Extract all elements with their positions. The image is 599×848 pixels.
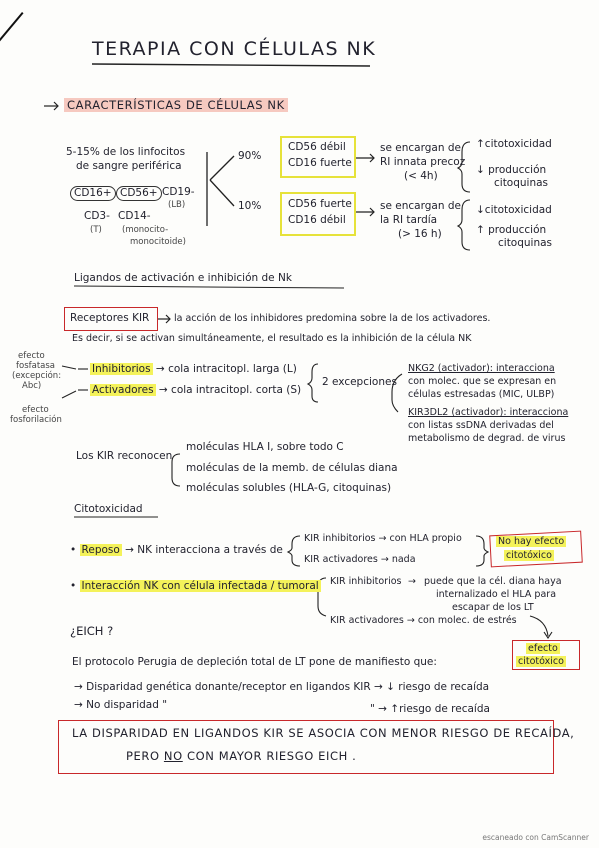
- rest-kir-inhibitory: KIR inhibitorios → con HLA propio: [304, 533, 462, 544]
- down-cytotoxicity: ↓citotoxicidad: [476, 204, 552, 216]
- rest-label: Reposo: [81, 544, 120, 556]
- effect-line2-wrap: [516, 655, 566, 668]
- kir-inhibition-text: Es decir, si se activan simultáneamente, el resultado es la inhibición de la célula NK: [72, 333, 472, 344]
- nkg2-line1: NKG2 (activador): interacciona: [408, 363, 555, 374]
- lb-note: (LB): [168, 200, 186, 210]
- monocyte-note-2: monocitoide): [130, 237, 186, 247]
- cd3-marker: CD3-: [84, 210, 110, 222]
- phosphatase-note-3: (excepción:: [12, 371, 62, 381]
- inhibitory-label: Inhibitorios: [92, 363, 151, 375]
- conclusion-line2: [126, 750, 356, 763]
- nkg2-line2: con molec. que se expresan en: [408, 376, 557, 387]
- bullet-no-disparity-text: No disparidad ": [86, 699, 168, 711]
- section-heading-cytotoxicity: Citotoxicidad: [74, 503, 143, 515]
- rest-row: • Reposo → NK interacciona a través de: [70, 544, 283, 556]
- ri-late-2: la RI tardía: [380, 214, 438, 226]
- interaction-kir-activator: KIR activadores → con molec. de estrés: [330, 615, 517, 626]
- phosphatase-note-1: efecto: [18, 351, 45, 361]
- inhibitory-desc: cola intracitopl. larga (L): [168, 363, 297, 375]
- box90-line2: CD16 fuerte: [288, 157, 352, 169]
- scanner-watermark: escaneado con CamScanner: [482, 833, 589, 842]
- ri-late-1: se encargan de: [380, 200, 461, 212]
- section-heading-characteristics: CARACTERÍSTICAS DE CÉLULAS NK: [64, 99, 288, 112]
- no-effect-line2-wrap: [504, 549, 554, 562]
- kir-receptors-label: Receptores KIR: [70, 312, 150, 324]
- inhibitory-row: Inhibitorios → cola intracitopl. larga (L): [92, 363, 297, 375]
- kir-recognize-label: Los KIR reconocen: [76, 450, 173, 462]
- ri-late-3: (> 16 h): [398, 228, 442, 240]
- down-production-1: ↓ producción: [476, 164, 547, 176]
- cd19-marker: CD19-: [162, 186, 195, 198]
- recognize-item-1: moléculas HLA I, sobre todo C: [186, 441, 344, 453]
- up-production-1: ↑ producción: [476, 224, 547, 236]
- phosphatase-note-4: Abc): [22, 381, 42, 391]
- box10-line1: CD56 fuerte: [288, 198, 352, 210]
- conclusion-line1: LA DISPARIDAD EN LIGANDOS KIR SE ASOCIA CON MENOR RIESGO DE RECAÍDA,: [72, 726, 575, 740]
- pct-90: 90%: [238, 150, 262, 162]
- t-note: (T): [90, 225, 102, 235]
- activator-label: Activadores: [92, 384, 154, 396]
- conclusion-2b: NO: [163, 749, 183, 763]
- arrow-mark: →: [408, 576, 416, 587]
- effect-line1: efecto: [528, 643, 558, 654]
- bullet-disparity: → Disparidad genética donante/receptor en ligandos KIR → ↓ riesgo de recaída: [74, 681, 490, 693]
- rest-desc: NK interacciona a través de: [137, 544, 283, 556]
- up-cytotoxicity: ↑citotoxicidad: [476, 138, 552, 150]
- nkg2-line3: células estresadas (MIC, ULBP): [408, 389, 555, 400]
- ri-early-3: (< 4h): [404, 170, 438, 182]
- pct-10: 10%: [238, 200, 262, 212]
- effect-line2: citotóxico: [518, 656, 564, 667]
- box90-line1: CD56 débil: [288, 141, 346, 153]
- activator-row: Activadores → cola intracitopl. corta (S): [92, 384, 302, 396]
- exceptions-label: 2 excepciones: [322, 376, 397, 388]
- bullet-disparity-text: Disparidad genética donante/receptor en ligandos KIR → ↓ riesgo de recaída: [86, 681, 490, 693]
- recognize-item-3: moléculas solubles (HLA-G, citoquinas): [186, 482, 392, 494]
- kir3dl2-line2: con listas ssDNA derivadas del: [408, 420, 554, 431]
- monocyte-note-1: (monocito-: [122, 225, 169, 235]
- section-heading-ligands: Ligandos de activación e inhibición de Nk: [74, 272, 292, 284]
- cd14-marker: CD14-: [118, 210, 151, 222]
- conclusion-2a: PERO: [126, 749, 164, 763]
- kir-dominance-text: la acción de los inhibidores predomina sobre la de los activadores.: [174, 313, 491, 324]
- no-effect-line2: citotóxico: [506, 550, 552, 561]
- kir3dl2-line3: metabolismo de degrad. de virus: [408, 433, 566, 444]
- escape-note-2: internalizado el HLA para: [436, 589, 557, 600]
- phosphorylation-note-2: fosforilación: [10, 415, 62, 425]
- phosphatase-note-2: fosfatasa: [16, 361, 56, 371]
- ri-early-1: se encargan de: [380, 142, 461, 154]
- cd16-marker: CD16+: [70, 186, 116, 201]
- interaction-label: Interacción NK con célula infectada / tumoral: [81, 580, 319, 592]
- lymph-source-text: de sangre periférica: [76, 160, 182, 172]
- escape-note-1: puede que la cél. diana haya: [424, 576, 562, 587]
- box10-line2: CD16 débil: [288, 214, 346, 226]
- escape-note-3: escapar de los LT: [452, 602, 534, 613]
- conclusion-2c: CON MAYOR RIESGO EICH .: [182, 749, 357, 763]
- section-heading-eich: ¿EICH ?: [70, 624, 114, 638]
- bullet-no-disparity-result: " → ↑riesgo de recaída: [370, 703, 490, 715]
- bullet-no-disparity: → No disparidad ": [74, 699, 168, 711]
- activator-desc: cola intracitopl. corta (S): [171, 384, 302, 396]
- interaction-row: • Interacción NK con célula infectada / tumoral: [70, 580, 319, 592]
- recognize-item-2: moléculas de la memb. de células diana: [186, 462, 398, 474]
- down-production-2: citoquinas: [494, 177, 549, 189]
- ri-early-2: RI innata precoz: [380, 156, 466, 168]
- interaction-kir-inhibitory: KIR inhibitorios: [330, 576, 402, 587]
- no-effect-line1-wrap: [496, 535, 566, 548]
- no-effect-line1: No hay efecto: [498, 536, 565, 547]
- lymph-percentage-text: 5-15% de los linfocitos: [66, 146, 186, 158]
- kir3dl2-line1: KIR3DL2 (activador): interacciona: [408, 407, 569, 418]
- rest-kir-activator: KIR activadores → nada: [304, 554, 416, 565]
- cd56-marker: CD56+: [116, 186, 162, 201]
- effect-line1-wrap: [526, 642, 560, 655]
- perugia-protocol-text: El protocolo Perugia de depleción total de LT pone de manifiesto que:: [72, 656, 437, 668]
- up-production-2: citoquinas: [498, 237, 553, 249]
- page-title: TERAPIA CON CÉLULAS NK: [92, 38, 377, 60]
- phosphorylation-note-1: efecto: [22, 405, 49, 415]
